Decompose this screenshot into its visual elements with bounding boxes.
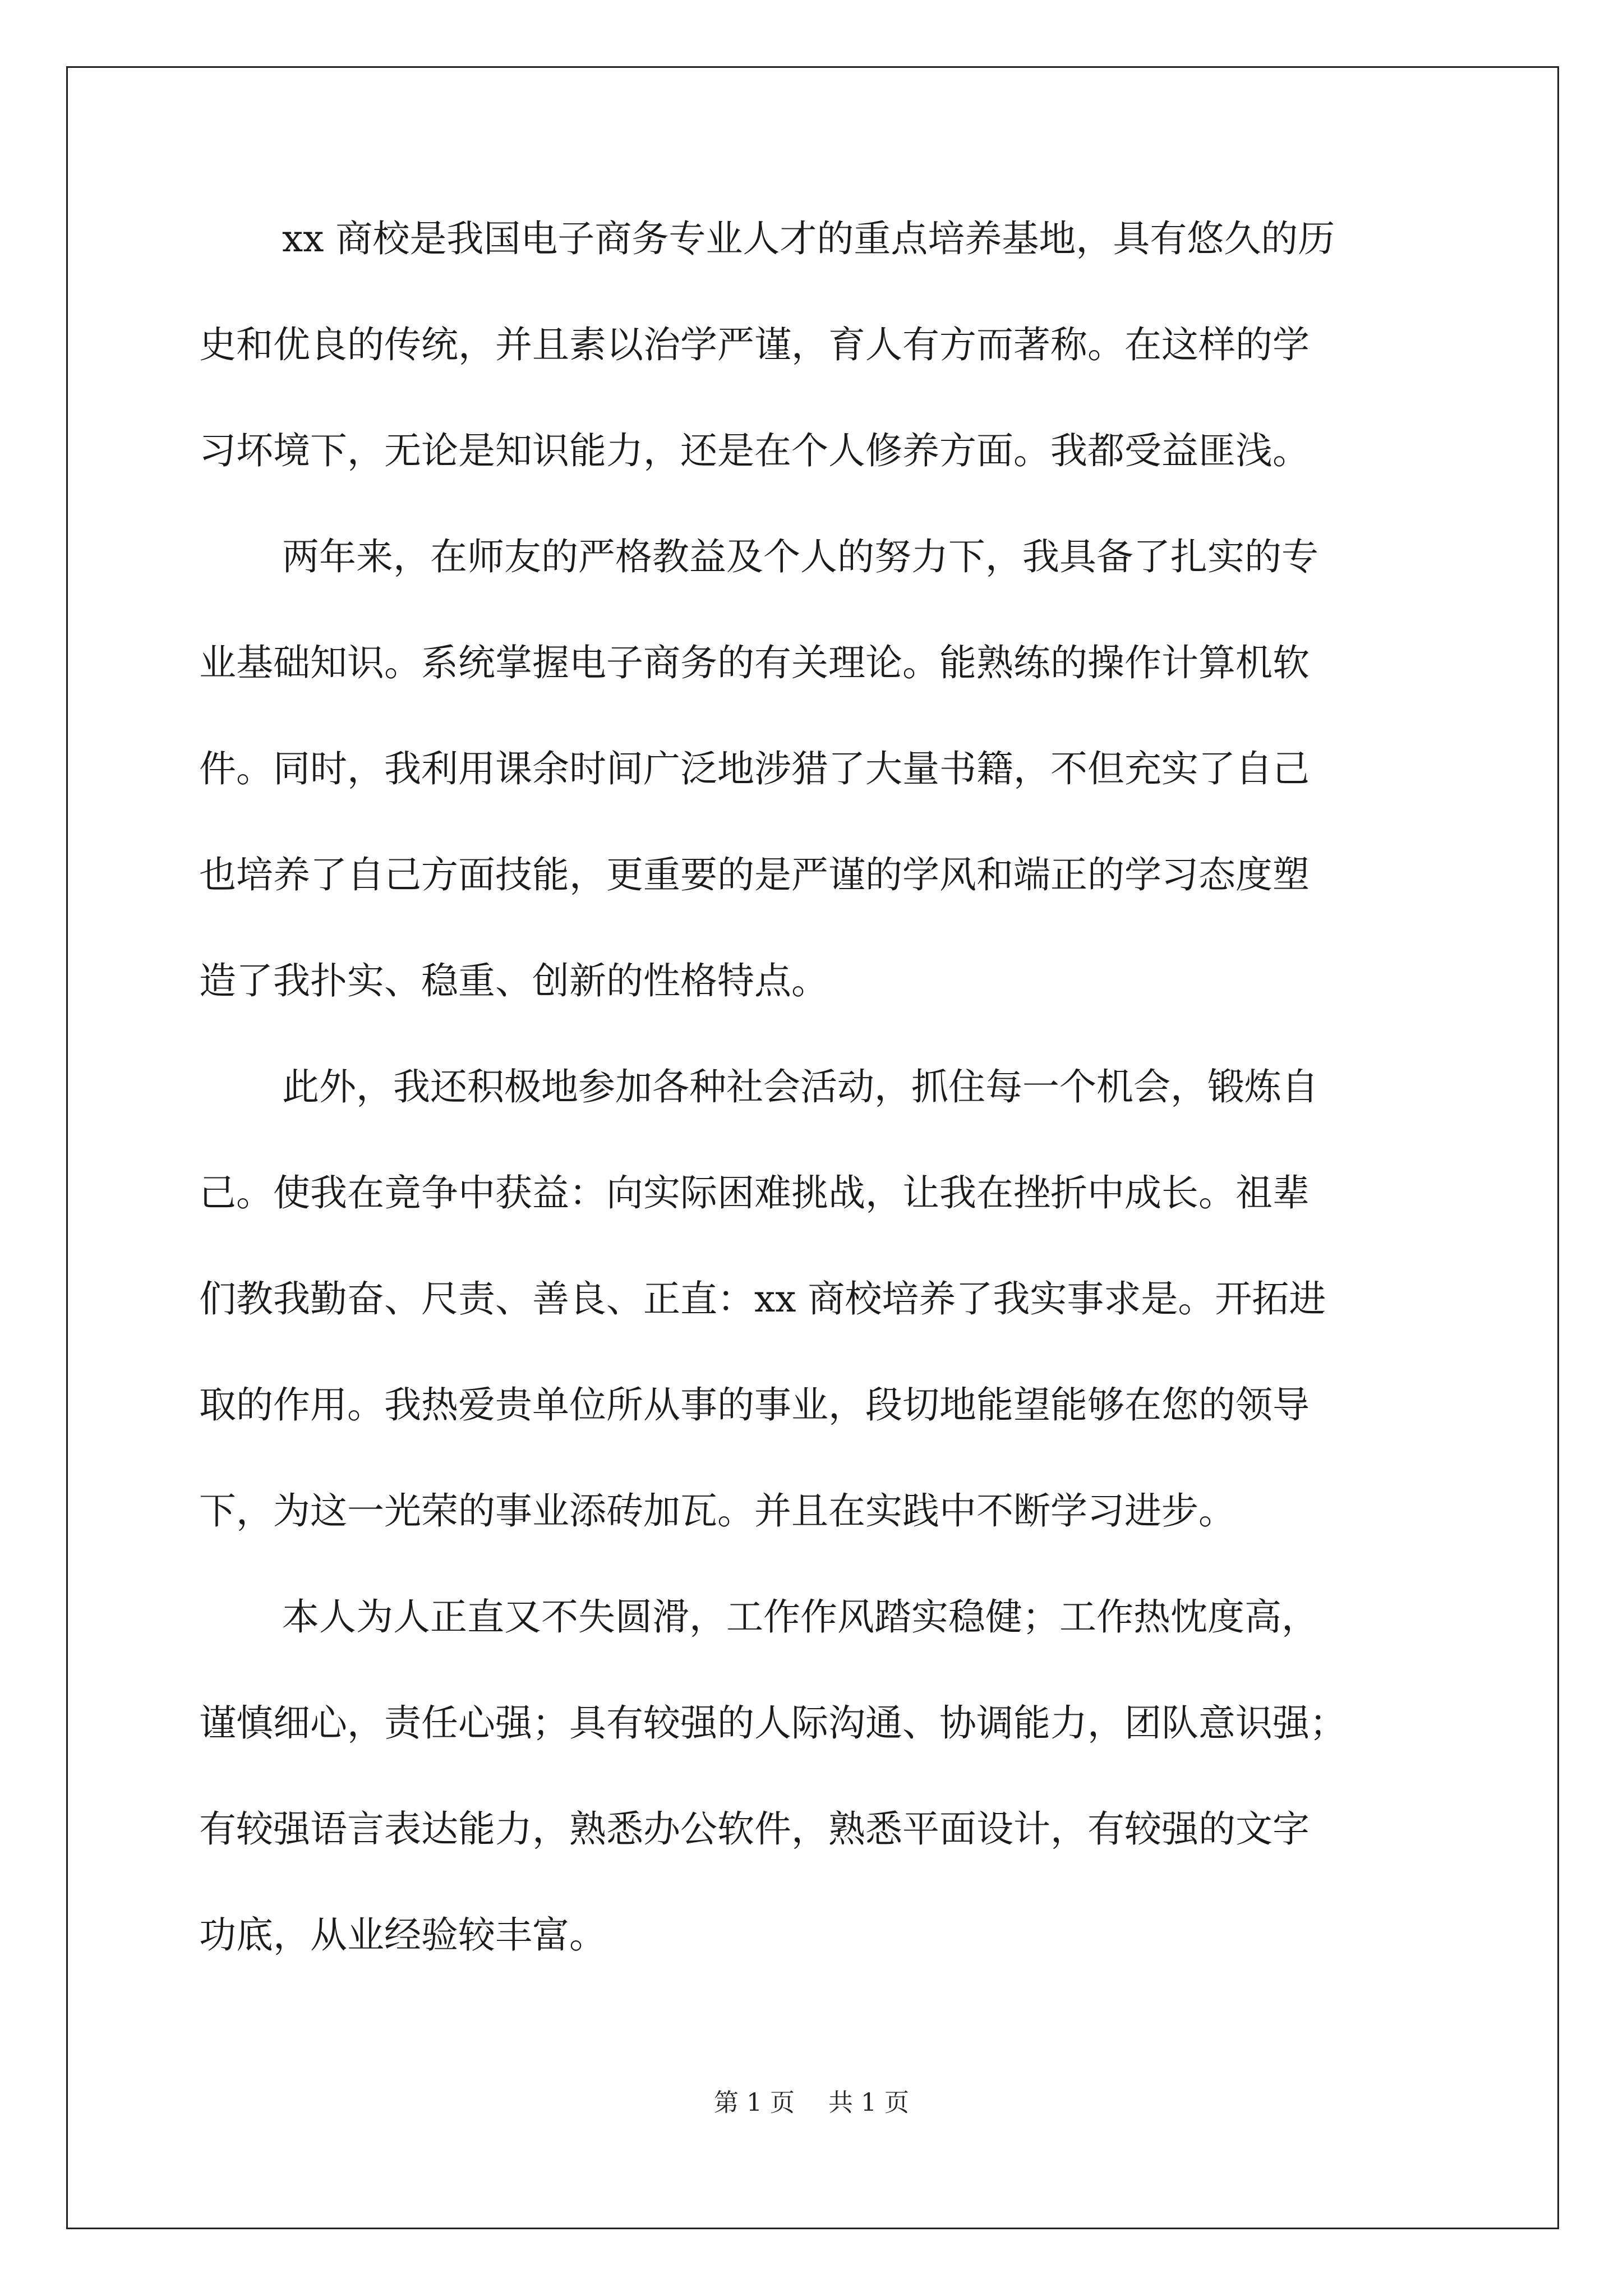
page-footer [0, 2082, 1623, 2118]
text-line: 功底，从业经验较丰富。 [199, 1913, 606, 1957]
text-line: 件。同时，我利用课余时间广泛地涉猎了大量书籍，不但充实了自己 [199, 747, 1310, 790]
page-total: 共 1 页 [828, 2088, 909, 2117]
text-line: 己。使我在竟争中获益：向实际困难挑战，让我在挫折中成长。祖辈 [199, 1171, 1310, 1214]
text-line: 造了我扑实、稳重、创新的性格特点。 [199, 959, 828, 1002]
text-line: 谨慎细心，责任心强；具有较强的人际沟通、协调能力，团队意识强； [199, 1701, 1347, 1745]
page-number: 第 1 页 [714, 2088, 795, 2117]
document-body [199, 212, 1427, 2014]
text-line: xx 商校是我国电子商务专业人才的重点培养基地，具有悠久的历 [282, 217, 1335, 260]
text-line: 两年来，在师友的严格教益及个人的努力下，我具备了扎实的专 [282, 535, 1318, 578]
text-line: 习坏境下，无论是知识能力，还是在个人修养方面。我都受益匪浅。 [199, 429, 1310, 472]
text-line: 有较强语言表达能力，熟悉办公软件，熟悉平面设计，有较强的文字 [199, 1807, 1310, 1851]
text-line: 下，为这一光荣的事业添砖加瓦。并且在实践中不断学习进步。 [199, 1489, 1235, 1533]
text-line: 取的作用。我热爱贵单位所从事的事业，段切地能望能够在您的领导 [199, 1383, 1310, 1427]
text-line: 也培养了自己方面技能，更重要的是严谨的学风和端正的学习态度塑 [199, 853, 1310, 896]
text-line: 们教我勤奋、尺责、善良、正直：xx 商校培养了我实事求是。开拓进 [199, 1277, 1326, 1320]
text-line: 此外，我还积极地参加各种社会活动，抓住每一个机会，锻炼自 [282, 1065, 1318, 1108]
text-line: 业基础知识。系统掌握电子商务的有关理论。能熟练的操作计算机软 [199, 641, 1310, 684]
text-line: 史和优良的传统，并且素以治学严谨，育人有方而著称。在这样的学 [199, 323, 1310, 366]
text-line: 本人为人正直又不失圆滑，工作作风踏实稳健；工作热忱度高， [282, 1595, 1318, 1639]
